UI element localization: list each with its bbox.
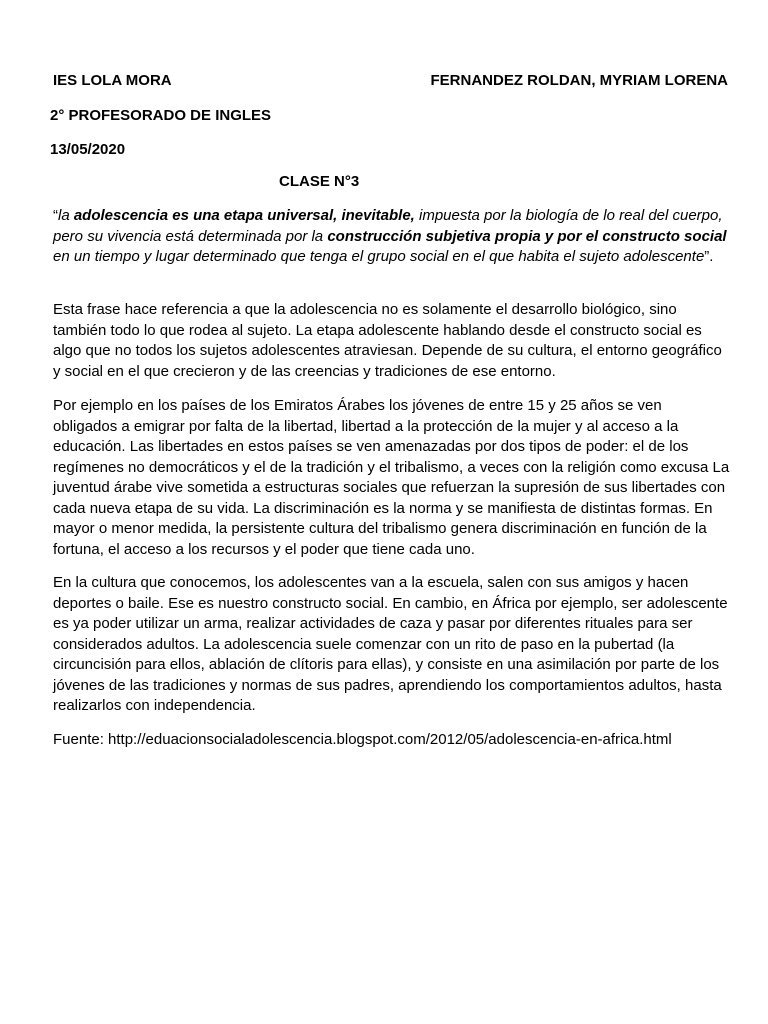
source-citation: Fuente: http://eduacionsocialadolescencia.blogspot.com/2012/05/adolescencia-en-africa.html (53, 731, 672, 748)
document-title: CLASE N°3 (279, 173, 360, 190)
document-date: 13/05/2020 (50, 141, 126, 158)
body-paragraph: Por ejemplo en los países de los Emiratos Árabes los jóvenes de entre 15 y 25 años se ven obligados a emigrar por falta de la libertad, libertad a la protección de la mujer y al acceso a la educación. Las libertades en estos países se ven amenazadas por dos tipos de poder: el de los regímenes no democráticos y el de la tradición y el tribalismo, a veces con la religión como excusa La juventud árabe vive sometida a estructuras sociales que refuerzan la supresión de sus libertades con cada nueva etapa de su vida. La discriminación es la norma y se manifiesta de distintas formas. En mayor o menor medida, la persistente cultura del tribalismo genera discriminación en función de la fortuna, el acceso a los recursos y el poder que tiene cada uno. (53, 397, 730, 558)
institution-name: IES LOLA MORA (53, 72, 172, 89)
body-paragraph: En la cultura que conocemos, los adolescentes van a la escuela, salen con sus amigos y hacen deportes o baile. Ese es nuestro constructo social. En cambio, en África por ejemplo, ser adolescente es ya poder utilizar un arma, realizar actividades de caza y pasar por diferentes rituales para ser considerados adultos. La adolescencia suele comenzar con un rito de paso en la pubertad (la circuncisión para ellos, ablación de clítoris para ellas), y consiste en una asimilación por parte de los jóvenes de las tradiciones y normas de sus padres, aprendiendo los comportamientos adultos, hasta realizarlos con independencia. (53, 574, 728, 714)
course-name: 2° PROFESORADO DE INGLES (50, 107, 272, 124)
author-name: FERNANDEZ ROLDAN, MYRIAM LORENA (430, 72, 728, 89)
quote-open-mark: “ (53, 207, 58, 224)
quote-seg3: impuesta por la biología de lo real del cuerpo, pero su vivencia está determinada por la (53, 207, 723, 245)
quote-seg5: en un tiempo y lugar determinado que tenga el grupo social en el que habita el sujeto adolescente (53, 248, 705, 265)
quote-seg4: construcción subjetiva propia y por el constructo social (327, 227, 727, 245)
quote-close-mark: ”. (704, 248, 714, 265)
body-paragraph: Esta frase hace referencia a que la adolescencia no es solamente el desarrollo biológico, sino también todo lo que rodea al sujeto. La etapa adolescente hablando desde el constructo social es algo que no todos los sujetos adolescentes atraviesan. Depende de su cultura, el entorno geográfico y social en el que crecieron y de las creencias y tradiciones de ese entorno. (53, 301, 722, 380)
quote-paragraph (53, 206, 730, 268)
quote-seg1: la (58, 207, 74, 224)
quote-seg2: adolescencia es una etapa universal, inevitable, (73, 207, 415, 224)
